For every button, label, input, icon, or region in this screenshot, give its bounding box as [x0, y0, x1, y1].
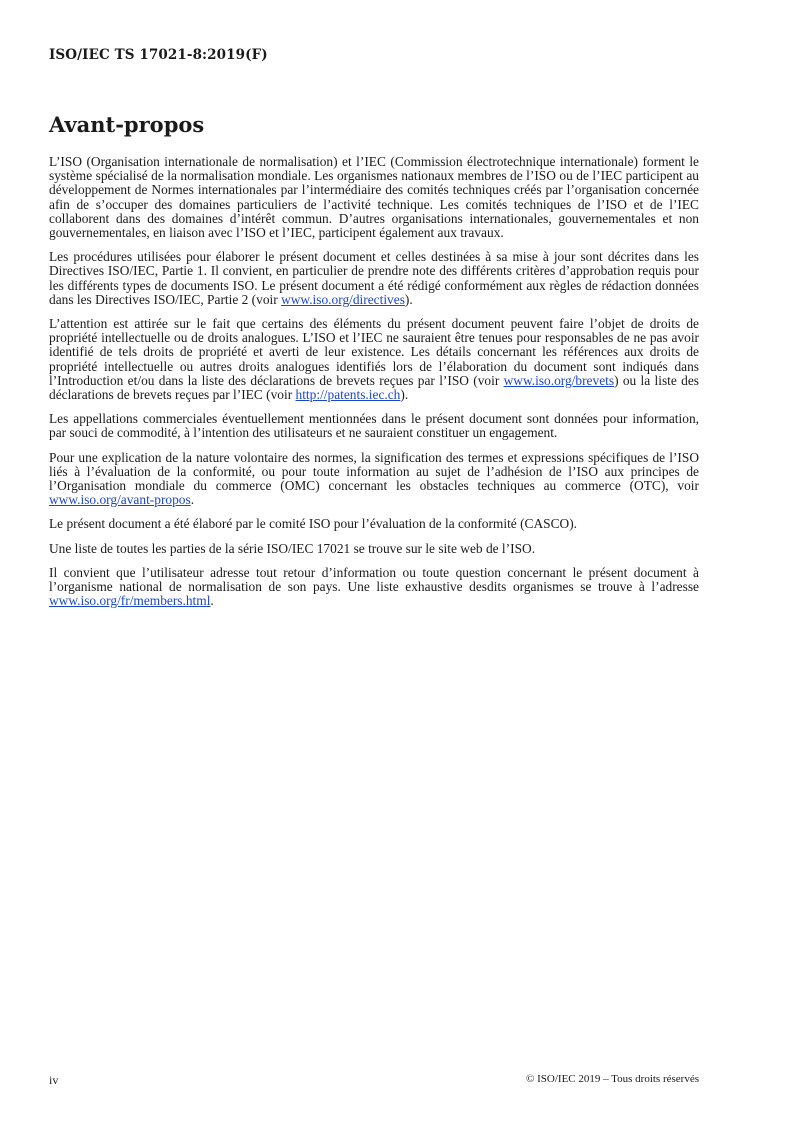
paragraph-iso-iec-intro: L’ISO (Organisation internationale de normalisation) et l’IEC (Commission électrotechnique internationale) forment le système spécialisé de la normalisation mondiale. Les organismes nationaux membres de l’ISO ou de l’IEC participent au développement de Normes internationales par l’intermédiaire des comités techniques créés par l’organisation concernée afin de s’occuper des domaines particuliers de l’activité technique. Les comités techniques de l’ISO et de l’IEC collaborent dans des domaines d’intérêt commun. D’autres organisations internationales, gouvernementales et non gouvernementales, en liaison avec l’ISO et l’IEC, participent également aux travaux.: [49, 154, 699, 241]
paragraph-patent-rights: [49, 317, 699, 402]
paragraph-text: Il convient que l’utilisateur adresse tout retour d’information ou toute question concernant le présent document à l’organisme national de normalisation de son pays. Une liste exhaustive desdits organismes se trouve à l’adresse: [49, 564, 699, 595]
paragraph-text: .: [190, 492, 195, 508]
paragraph-text: Pour une explication de la nature volontaire des normes, la signification des termes et expressions spécifiques de l’ISO liés à l’évaluation de la conformité, ou pour toute information au sujet de l’adhésion de l’ISO aux principes de l’Organisation mondiale du commerce (OMC) concernant les obstacles techniques au commerce (OTC), voir: [49, 449, 699, 494]
page-title: Avant-propos: [49, 112, 205, 137]
paragraph-committee: Le présent document a été élaboré par le comité ISO pour l’évaluation de la conformité (CASCO).: [49, 516, 578, 532]
link-members[interactable]: www.iso.org/fr/members.html: [49, 593, 211, 609]
page-number: iv: [49, 1073, 59, 1087]
paragraph-series-list: Une liste de toutes les parties de la série ISO/IEC 17021 se trouve sur le site web de l’ISO.: [49, 540, 536, 556]
paragraph-procedures: [49, 250, 699, 307]
paragraph-text: .: [210, 593, 214, 609]
document-body: [49, 155, 699, 618]
paragraph-trade-names: Les appellations commerciales éventuellement mentionnées dans le présent document sont données pour information, par souci de commodité, à l’intention des utilisateurs et ne sauraient constituer un engagement.: [49, 411, 699, 441]
document-id: ISO/IEC TS 17021-8:2019(F): [49, 47, 268, 63]
paragraph-feedback: [49, 566, 699, 609]
link-patents-iec[interactable]: http://patents.iec.ch: [295, 387, 401, 403]
link-brevets[interactable]: www.iso.org/brevets: [503, 372, 615, 388]
paragraph-voluntary-nature: [49, 451, 699, 508]
link-avant-propos[interactable]: www.iso.org/avant-propos: [49, 492, 191, 508]
paragraph-text: ) ou la liste des déclarations de brevets reçues par l’IEC (voir: [49, 372, 699, 403]
paragraph-text: Les procédures utilisées pour élaborer le présent document et celles destinées à sa mise à jour sont décrites dans les Directives ISO/IEC, Partie 1. Il convient, en particulier de prendre note des différents critères d’approbation requis pour les différents types de documents ISO. Le présent document a été rédigé conformément aux règles de rédaction données dans les Directives ISO/IEC, Partie 2 (voir: [49, 249, 699, 307]
link-directives[interactable]: www.iso.org/directives: [281, 291, 405, 307]
paragraph-text: ).: [400, 387, 409, 403]
paragraph-text: ).: [404, 291, 413, 307]
copyright-notice: © ISO/IEC 2019 – Tous droits réservés: [526, 1073, 699, 1085]
paragraph-text: L’attention est attirée sur le fait que certains des éléments du présent document peuvent faire l’objet de droits de propriété intellectuelle ou de droits analogues. L’ISO et l’IEC ne sauraient être tenues pour responsables de ne pas avoir identifié de tels droits de propriété et averti de leur existence. Les détails concernant les références aux droits de propriété intellectuelle ou autres droits analogues identifiés lors de l’élaboration du document sont indiqués dans l’Introduction et/ou dans la liste des déclarations de brevets reçues par l’ISO (voir: [49, 316, 699, 388]
